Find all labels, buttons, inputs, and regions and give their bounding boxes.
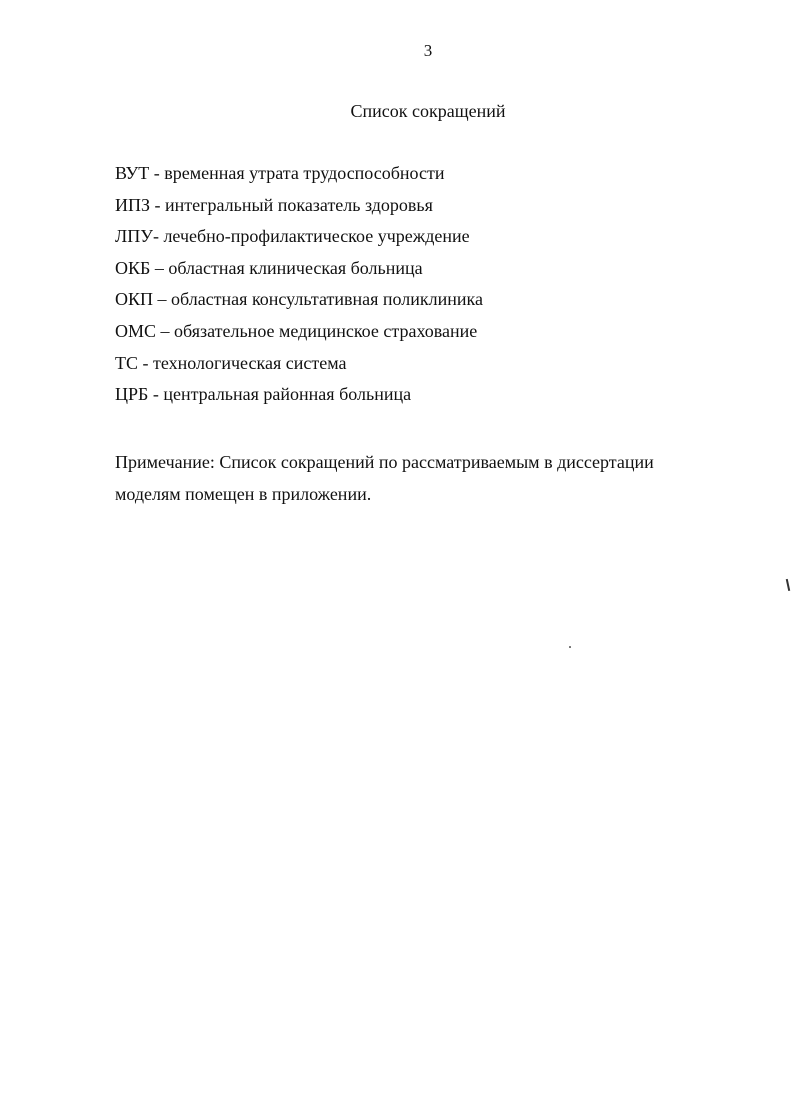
abbreviation-item-ipz: ИПЗ - интегральный показатель здоровья bbox=[115, 194, 433, 215]
abbreviation-item-vut: ВУТ - временная утрата трудоспособности bbox=[115, 163, 445, 183]
abbreviation-item-okb: ОКБ – областная клиническая больница bbox=[115, 257, 423, 278]
abbreviation-item-crb: ЦРБ - центральная районная больница bbox=[115, 384, 412, 405]
abbreviation-item-ts: ТС - технологическая система bbox=[115, 352, 347, 373]
abbreviation-item-lpu: ЛПУ- лечебно-профилактическое учреждение bbox=[115, 226, 470, 247]
note-line-1: Примечание: Список сокращений по рассматриваемым в диссертации bbox=[115, 452, 654, 472]
scan-artifact-dot bbox=[569, 646, 571, 648]
scan-artifact-mark bbox=[786, 579, 790, 591]
page-title: Список сокращений bbox=[350, 101, 506, 121]
abbreviation-item-oms: ОМС – обязательное медицинское страхование bbox=[115, 320, 478, 341]
note-paragraph bbox=[115, 446, 695, 510]
abbreviation-list bbox=[115, 162, 483, 415]
note-line-2: моделям помещен в приложении. bbox=[115, 484, 372, 504]
abbreviation-item-okp: ОКП – областная консультативная поликлиника bbox=[115, 289, 483, 310]
page-number: 3 bbox=[423, 41, 433, 60]
